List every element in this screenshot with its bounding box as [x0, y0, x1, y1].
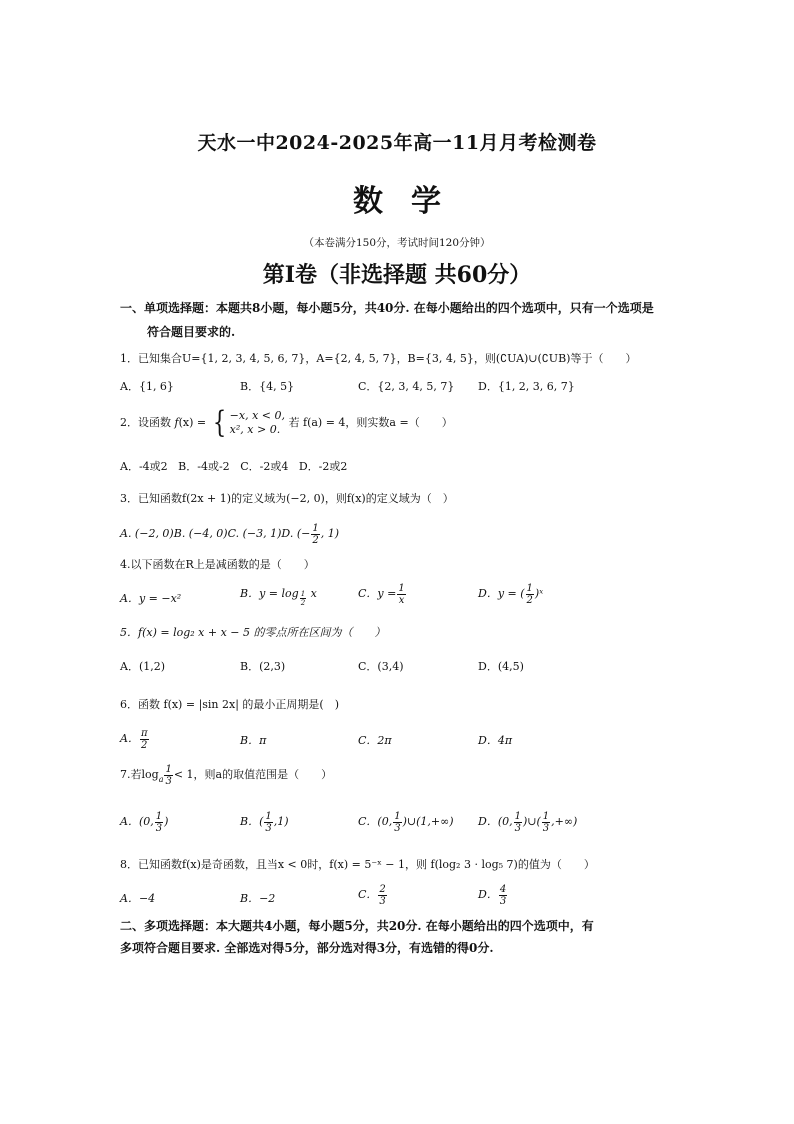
question-8-option-b: B．−2 — [240, 892, 276, 905]
question-2-case-2: x², x > 0. — [229, 423, 281, 436]
question-2-option-d: D．-2或2 — [298, 460, 348, 473]
question-1-stem: 1．已知集合U={1, 2, 3, 4, 5, 6, 7}，A={2, 4, 5, 7}，B={3, 4, 5}，则(∁UA)∪(∁UB)等于（ ） — [120, 352, 637, 365]
question-5-option-c: C．(3,4) — [358, 660, 404, 673]
exam-title: 天水一中2024-2025年高一11月月考检测卷 — [197, 132, 597, 154]
question-2-fx: f — [174, 416, 179, 429]
question-3-options — [120, 522, 339, 546]
question-2-brace: { — [212, 405, 226, 440]
question-3-option-a: A. (−2, 0) — [120, 527, 174, 540]
question-4-option-d: D．y = ( $\frac{1}{2}$ )ˣ — [478, 582, 544, 606]
question-4-option-a: A．y = −x² — [120, 592, 182, 605]
subject-title: 数学 — [353, 184, 469, 219]
question-8-option-d: D． $\frac{4}{3}$ — [478, 883, 507, 907]
question-4-option-c: C．y = $\frac{1}{x}$ — [358, 582, 405, 606]
question-7-stem: 7.若$\log_a$ $\frac{1}{3}$ < 1，则a的取值范围是（ ） — [120, 763, 333, 787]
section-title: 第I卷（非选择题 共60分） — [262, 262, 532, 288]
question-3-option-d-end: , 1) — [320, 527, 340, 540]
question-6-option-a: A． $\frac{\pi}{2}$ — [120, 727, 148, 751]
question-4-log-base: $\frac{1}{2}$ — [300, 590, 306, 607]
question-6-option-c: C．2π — [358, 734, 392, 747]
question-3-option-b: B. (−4, 0) — [173, 527, 228, 540]
question-2-suffix: 若 f(a) = 4，则实数a =（ ） — [288, 416, 453, 429]
question-2-option-c: C．-2或4 — [240, 460, 289, 473]
question-1-option-b: B．{4, 5} — [240, 380, 295, 393]
question-5-option-d: D．(4,5) — [478, 660, 524, 673]
question-8-option-c: C． $\frac{2}{3}$ — [358, 883, 386, 907]
question-2-option-a: A．-4或2 — [120, 460, 168, 473]
question-4-stem: 4.以下函数在R上是减函数的是（ ） — [120, 558, 315, 571]
question-8-option-a: A．−4 — [120, 892, 156, 905]
question-7-option-d: D．(0, $\frac{1}{3}$ )∪( $\frac{1}{3}$ ,+∞) — [478, 810, 578, 834]
question-5-stem: 5．f(x) = log₂ x + x − 5 的零点所在区间为（ ） — [120, 626, 386, 639]
question-6-stem: 6．函数 f(x) = |sin 2x| 的最小正周期是( ) — [120, 698, 340, 711]
question-2-option-b: B．-4或-2 — [178, 460, 230, 473]
question-2-stem — [120, 405, 453, 440]
question-7-option-a: A．(0, $\frac{1}{3}$ ) — [120, 810, 169, 834]
question-5-option-b: B．(2,3) — [240, 660, 286, 673]
question-1-option-d: D．{1, 2, 3, 6, 7} — [478, 380, 575, 393]
question-2-prefix: 2．设函数 — [120, 416, 171, 429]
question-2-case-1: −x, x < 0, — [229, 409, 285, 422]
question-1-option-c: C．{2, 3, 4, 5, 7} — [358, 380, 455, 393]
question-2-options — [120, 458, 347, 474]
part2-heading-line1: 二、多项选择题：本大题共4小题，每小题5分，共20分. 在每小题给出的四个选项中，有 — [120, 919, 594, 933]
question-2-cases — [230, 409, 285, 437]
question-3-stem: 3．已知函数f(2x + 1)的定义域为(−2, 0)，则f(x)的定义域为（ ） — [120, 492, 454, 505]
question-7-option-b: B．( $\frac{1}{3}$ ,1) — [240, 810, 289, 834]
question-4-option-b: B．y = log $\frac{1}{2}$ x — [240, 587, 317, 607]
question-1-option-a: A．{1, 6} — [120, 380, 174, 393]
question-3-option-d-frac: $\frac{1}{2}$ — [312, 522, 319, 546]
question-3-option-d: D. (− — [281, 527, 311, 540]
question-2-fx-arg: (x) = — [178, 416, 207, 429]
question-6-option-d: D．4π — [478, 734, 513, 747]
question-3-option-c: C. (−3, 1) — [227, 527, 282, 540]
part1-heading-line2: 符合题目要求的. — [147, 325, 236, 339]
question-8-stem: 8．已知函数f(x)是奇函数，且当x < 0时，f(x) = 5⁻ˣ − 1，则 f(log₂ 3 · log₅ 7)的值为（ ） — [120, 858, 595, 871]
question-7-option-c: C．(0, $\frac{1}{3}$ )∪(1,+∞) — [358, 810, 454, 834]
part1-heading-line1: 一、单项选择题：本题共8小题，每小题5分，共40分. 在每小题给出的四个选项中，只有一个选项是 — [120, 301, 654, 315]
part2-heading-line2: 多项符合题目要求. 全部选对得5分，部分选对得3分，有选错的得0分. — [120, 941, 494, 955]
exam-note: （本卷满分150分，考试时间120分钟） — [303, 237, 491, 249]
question-5-option-a: A．(1,2) — [120, 660, 166, 673]
question-6-option-b: B．π — [240, 734, 267, 747]
